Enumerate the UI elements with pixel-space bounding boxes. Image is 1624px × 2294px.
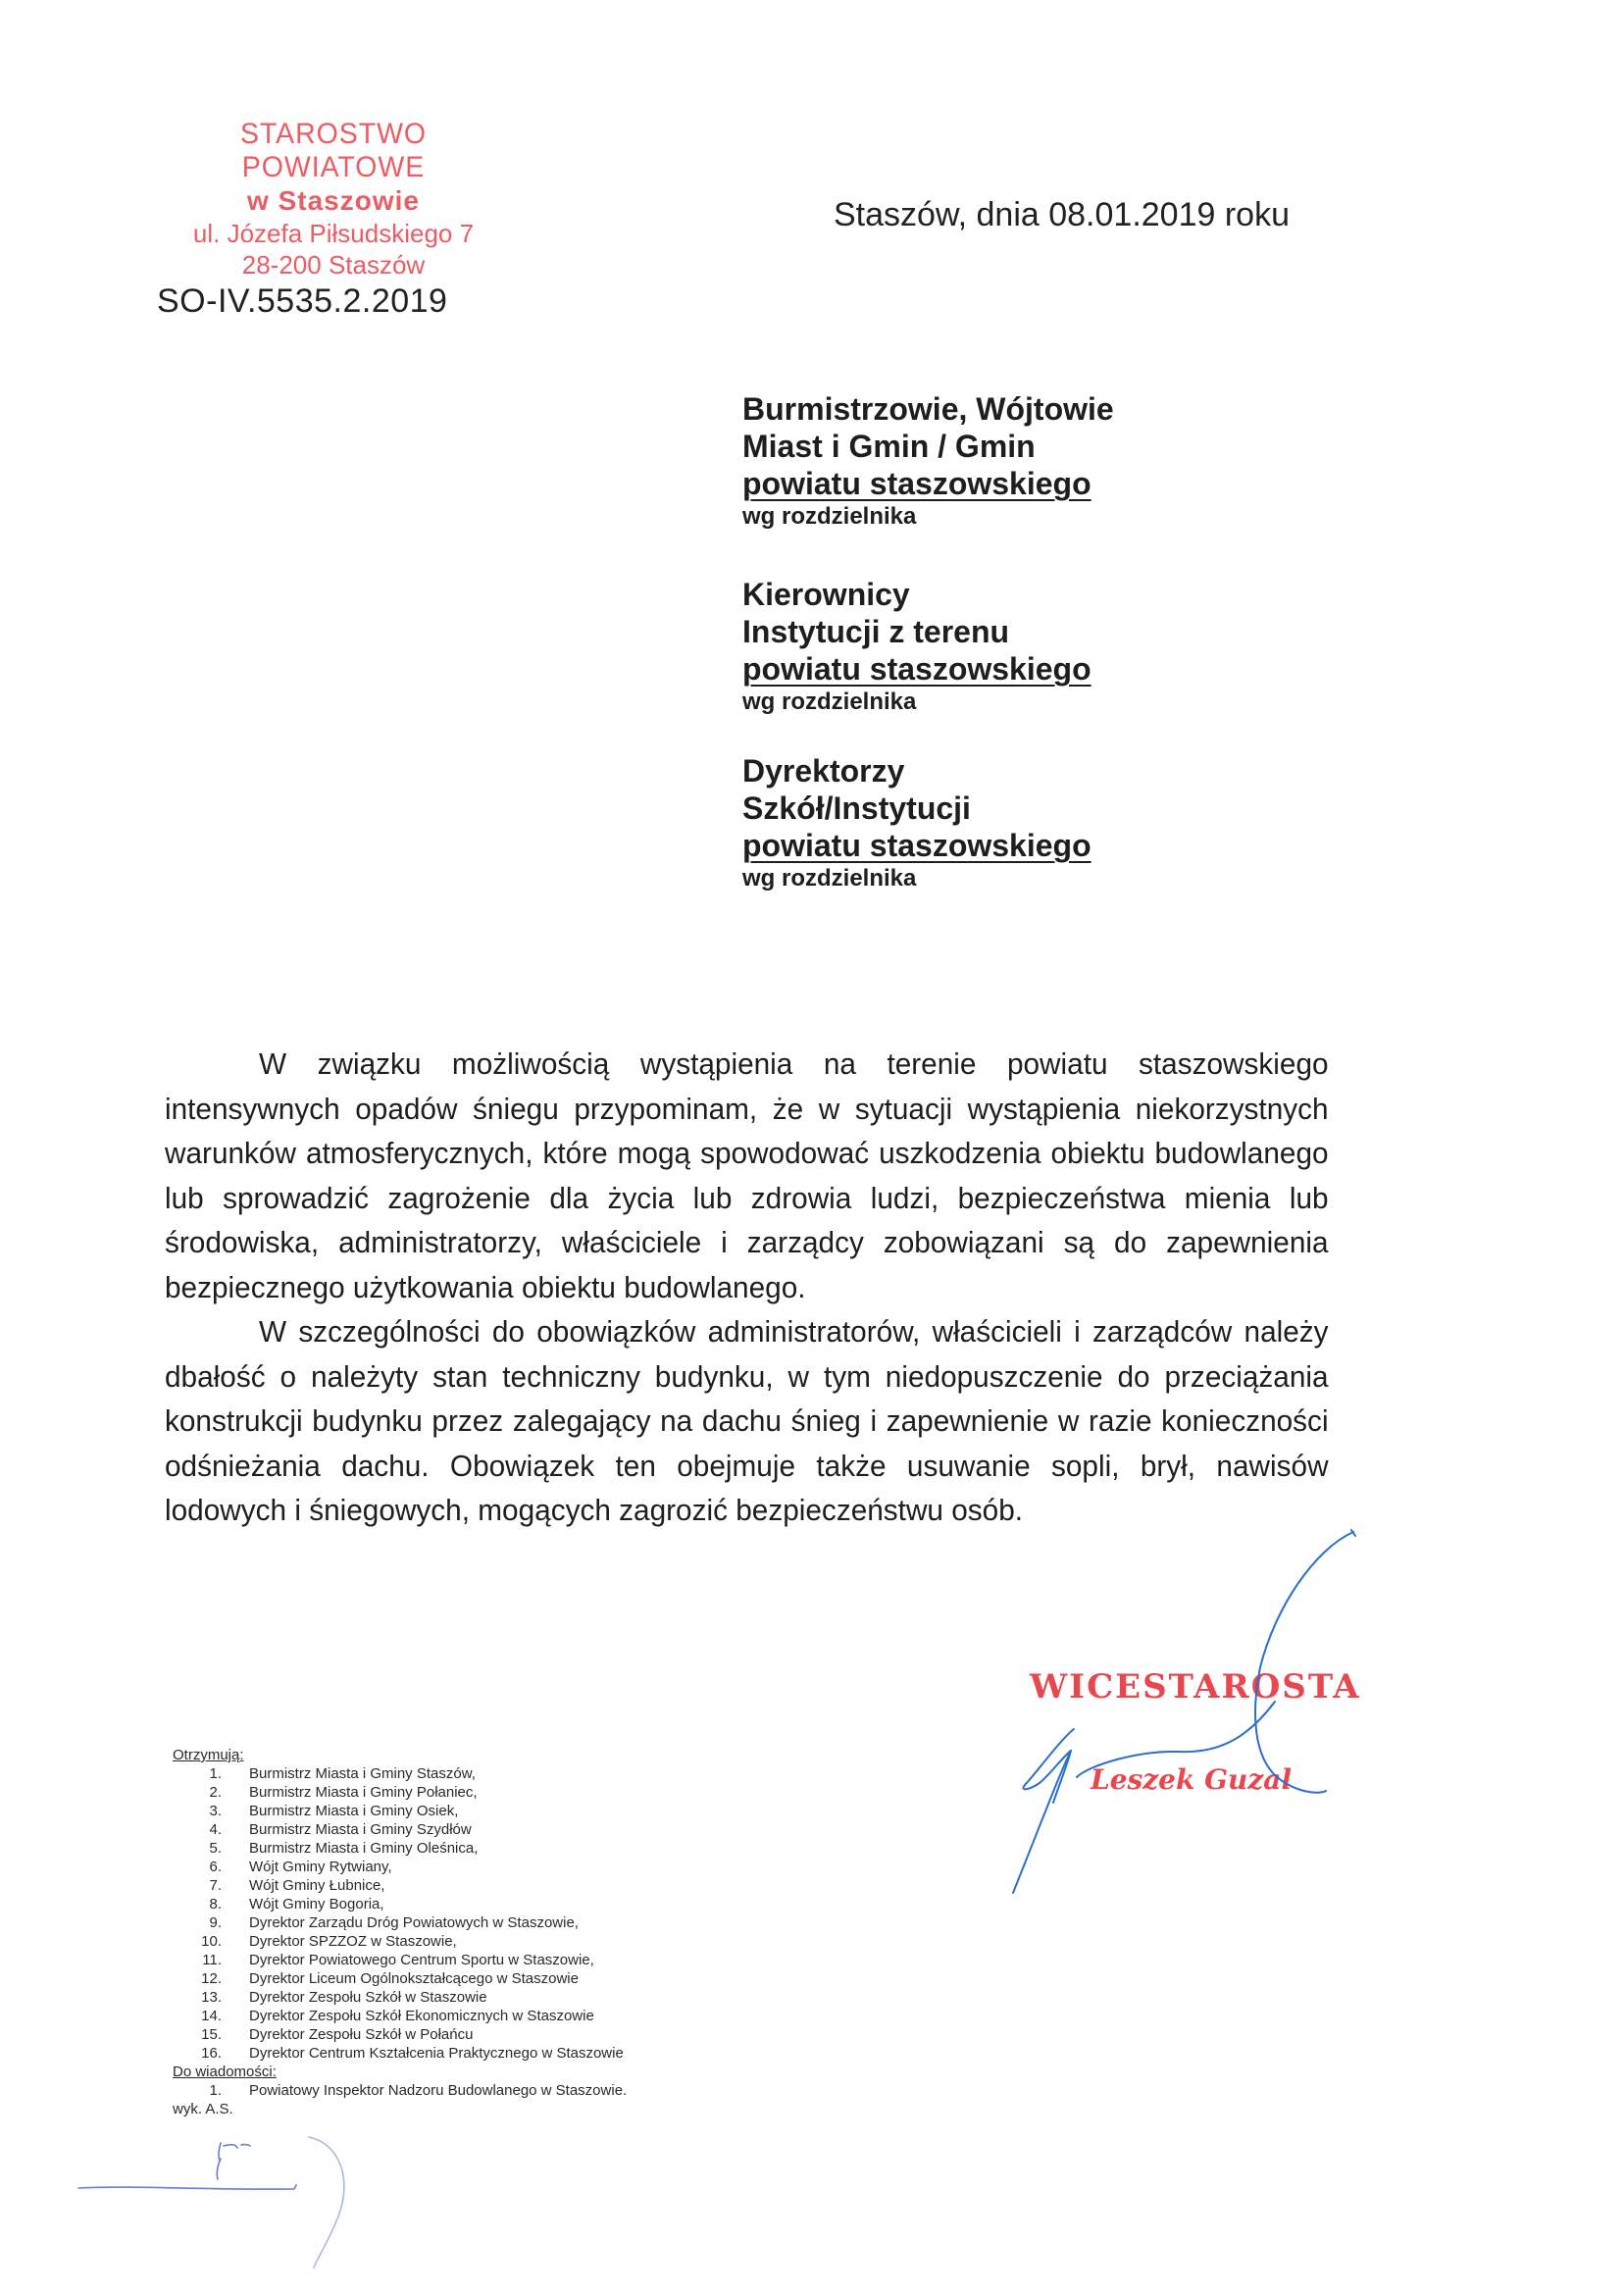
- recipient-item: 13. Dyrektor Zespołu Szkół w Staszowie: [201, 1989, 487, 2006]
- cc-item: 1. Powiatowy Inspektor Nadzoru Budowlanego w Staszowie.: [209, 2082, 628, 2099]
- recipient-item: 14. Dyrektor Zespołu Szkół Ekonomicznych w Staszowie: [201, 2008, 594, 2024]
- addressee-block-mayors: [742, 390, 1114, 532]
- office-stamp: [147, 118, 520, 280]
- recipient-item: 15. Dyrektor Zespołu Szkół w Połańcu: [201, 2026, 474, 2043]
- stamp-line-street: ul. Józefa Piłsudskiego 7: [192, 219, 475, 248]
- recipient-item: 6. Wójt Gminy Rytwiany,: [209, 1859, 392, 1875]
- recipient-item: 1. Burmistrz Miasta i Gminy Staszów,: [209, 1765, 476, 1782]
- place-date: Staszów, dnia 08.01.2019 roku: [834, 196, 1290, 233]
- addressee-line: Miast i Gmin / Gmin: [742, 429, 1036, 464]
- recipient-item: 4. Burmistrz Miasta i Gminy Szydłów: [209, 1821, 472, 1838]
- recipient-item: 3. Burmistrz Miasta i Gminy Osiek,: [209, 1803, 459, 1819]
- cc-header: Do wiadomości:: [173, 2064, 277, 2080]
- addressee-note: wg rozdzielnika: [742, 688, 917, 715]
- recipient-item: 9. Dyrektor Zarządu Dróg Powiatowych w Staszowie,: [209, 1914, 579, 1931]
- stamp-line-office: STAROSTWO POWIATOWE: [239, 118, 428, 183]
- stamp-line-city: w Staszowie: [247, 185, 420, 216]
- reference-number: SO-IV.5535.2.2019: [157, 282, 448, 320]
- recipient-item: 5. Burmistrz Miasta i Gminy Oleśnica,: [209, 1840, 479, 1857]
- addressee-line: Kierownicy: [742, 577, 910, 612]
- recipient-item: 10. Dyrektor SPZZOZ w Staszowie,: [201, 1933, 457, 1950]
- addressee-line: Szkół/Instytucji: [742, 790, 971, 826]
- recipient-item: 7. Wójt Gminy Łubnice,: [209, 1877, 385, 1894]
- addressee-block-schools: [742, 752, 1091, 893]
- recipient-item: 11. Dyrektor Powiatowego Centrum Sportu w Staszowie,: [202, 1952, 594, 1968]
- recipient-item: 16. Dyrektor Centrum Kształcenia Praktycznego w Staszowie: [201, 2045, 624, 2062]
- addressee-line-underlined: powiatu staszowskiego: [742, 651, 1091, 687]
- distribution-list: [173, 1746, 627, 2118]
- recipient-item: 2. Burmistrz Miasta i Gminy Połaniec,: [209, 1784, 478, 1801]
- addressee-note: wg rozdzielnika: [742, 865, 917, 892]
- prepared-by: wyk. A.S.: [173, 2101, 233, 2117]
- recipient-item: 8. Wójt Gminy Bogoria,: [209, 1896, 384, 1912]
- recipient-item: 12. Dyrektor Liceum Ogólnokształcącego w Staszowie: [201, 1970, 579, 1987]
- recipients-header: Otrzymują:: [173, 1747, 244, 1763]
- addressee-line: Dyrektorzy: [742, 753, 905, 789]
- stamp-line-postal: 28-200 Staszów: [241, 250, 426, 280]
- body-paragraph: W związku możliwością wystąpienia na terenie powiatu staszowskiego intensywnych opadów śniegu przypominam, że w sytuacji wystąpienia niekorzystnych warunków atmosferycznych, które mogą spowodować uszkodzenia obiektu budowlanego lub sprowadzić zagrożenie dla życia lub zdrowia ludzi, bezpieczeństwa mienia lub środowiska, administratorzy, właściciele i zarządcy zobowiązani są do zapewnienia bezpiecznego użytkowania obiektu budowlanego.: [165, 1046, 1329, 1304]
- addressee-line: Burmistrzowie, Wójtowie: [742, 391, 1114, 427]
- body-paragraph: W szczególności do obowiązków administratorów, właścicieli i zarządców należy dbałość o należyty stan techniczny budynku, w tym niedopuszczenie do przeciążania konstrukcji budynku przez zalegający na dachu śnieg i zapewnienie w razie konieczności odśnieżania dachu. Obowiązek ten obejmuje także usuwanie sopli, brył, nawisów lodowych i śniegowych, mogących zagrozić bezpieczeństwu osób.: [165, 1314, 1329, 1527]
- addressee-line-underlined: powiatu staszowskiego: [742, 466, 1091, 501]
- addressee-line: Instytucji z terenu: [742, 614, 1010, 649]
- addressee-note: wg rozdzielnika: [742, 503, 917, 530]
- addressee-block-institutions: [742, 576, 1091, 717]
- addressee-line-underlined: powiatu staszowskiego: [742, 828, 1091, 863]
- signature-title-stamp: WICESTAROSTA: [1030, 1667, 1361, 1707]
- signature-name-stamp: Leszek Guzal: [1091, 1763, 1293, 1796]
- letter-body: [165, 1042, 1329, 1533]
